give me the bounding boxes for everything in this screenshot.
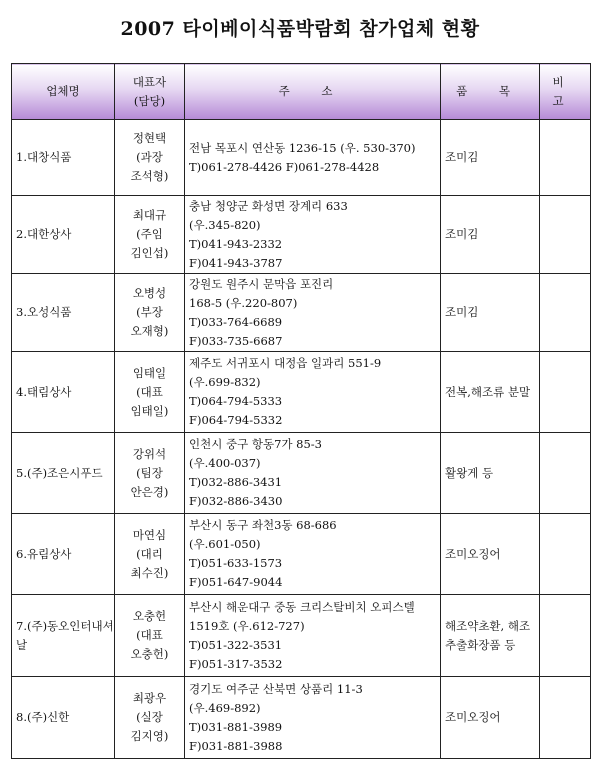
address-line: T)033-764-6689	[189, 314, 283, 329]
product-item: 활왕게 등	[441, 433, 540, 514]
address-line: 제주도 서귀포시 대정읍 일과리 551-9	[189, 356, 382, 370]
table-row	[12, 433, 591, 514]
address-line: (우.601-050)	[189, 537, 261, 551]
address-line: (우.699-832)	[189, 375, 261, 389]
representative-line: 김지영)	[130, 729, 169, 743]
address	[185, 433, 441, 514]
header-rep-line1: 대표자	[132, 74, 167, 89]
address-line: (우.400-037)	[189, 456, 261, 470]
address-line: 전남 목포시 연산동 1236-15 (우. 530-370)	[189, 140, 416, 155]
company-name: 2.대한상사	[12, 196, 115, 274]
header-representative	[115, 64, 185, 120]
header-item: 품 목	[441, 64, 540, 120]
address-line: 경기도 여주군 산북면 상품리 11-3	[189, 681, 363, 696]
product-item: 전복,해조류 분말	[441, 352, 540, 433]
company-name: 7.(주)동오인터내셔날	[12, 595, 115, 677]
address-line: 강원도 원주시 문막읍 포진리	[189, 276, 334, 291]
address-line: T)064-794-5333	[189, 394, 283, 408]
representative-line: 최수진)	[130, 565, 169, 580]
address-line: (우.469-892)	[189, 700, 261, 715]
address	[185, 274, 441, 352]
representative-line: 오충헌	[132, 609, 167, 623]
address	[185, 595, 441, 677]
address-line: F)064-794-5332	[189, 413, 283, 427]
header-note: 비 고	[540, 64, 591, 120]
representative	[115, 274, 185, 352]
representative-line: 최대규	[132, 208, 167, 222]
page-title: 2007 타이베이식품박람회 참가업체 현황	[120, 18, 480, 40]
product-item: 해조약초환, 해조추출화장품 등	[441, 595, 540, 677]
representative	[115, 120, 185, 196]
representative	[115, 196, 185, 274]
exhibitor-table	[11, 63, 591, 759]
table-row	[12, 274, 591, 352]
product-item: 조미김	[441, 274, 540, 352]
representative-line: (대리	[136, 546, 163, 561]
address-line: 1519호 (우.612-727)	[189, 618, 305, 633]
table-row	[12, 196, 591, 274]
address-line: F)051-317-3532	[189, 656, 283, 671]
table-row	[12, 514, 591, 595]
representative-line: 조석형)	[130, 169, 169, 183]
representative-line: (대표	[136, 384, 163, 399]
address-line: F)033-735-6687	[189, 333, 283, 348]
company-name: 5.(주)조은시푸드	[12, 433, 115, 514]
header-row	[12, 64, 591, 120]
representative	[115, 514, 185, 595]
note	[540, 352, 591, 433]
address-line: (우.345-820)	[189, 217, 261, 232]
table-row	[12, 677, 591, 759]
table-row	[12, 120, 591, 196]
product-item: 조미김	[441, 120, 540, 196]
representative-line: (팀장	[136, 465, 163, 480]
address	[185, 677, 441, 759]
note	[540, 433, 591, 514]
address-line: 168-5 (우.220-807)	[189, 295, 298, 310]
address	[185, 120, 441, 196]
address-line: F)051-647-9044	[189, 575, 283, 589]
note	[540, 514, 591, 595]
representative	[115, 433, 185, 514]
address-line: T)051-633-1573	[189, 556, 283, 570]
representative	[115, 352, 185, 433]
address-line: 인천시 중구 항동7가 85-3	[189, 437, 322, 451]
address-line: T)032-886-3431	[189, 475, 283, 489]
note	[540, 677, 591, 759]
address-line: T)041-943-2332	[189, 236, 283, 251]
representative-line: 임태일	[132, 365, 167, 380]
representative	[115, 677, 185, 759]
company-name: 1.대창식품	[12, 120, 115, 196]
header-rep-line2: (담당)	[133, 93, 166, 108]
header-company: 업체명	[12, 64, 115, 120]
product-item: 조미오징어	[441, 514, 540, 595]
representative	[115, 595, 185, 677]
address	[185, 514, 441, 595]
representative-line: (과장	[136, 150, 163, 164]
representative-line: 마연심	[132, 527, 167, 542]
note	[540, 120, 591, 196]
representative-line: 오병성	[132, 286, 167, 300]
address-line: F)031-881-3988	[189, 738, 283, 753]
address-line: T)051-322-3531	[189, 637, 283, 652]
representative-line: 임태일)	[130, 403, 169, 418]
address-line: 충남 청양군 화성면 장계리 633	[189, 198, 348, 213]
representative-line: 오충헌)	[130, 647, 169, 661]
product-item: 조미오징어	[441, 677, 540, 759]
address-line: 부산시 동구 좌천3동 68-686	[189, 518, 337, 532]
company-name: 3.오성식품	[12, 274, 115, 352]
product-item: 조미김	[441, 196, 540, 274]
representative-line: 강위석	[132, 446, 167, 461]
note	[540, 595, 591, 677]
representative-line: 정현택	[132, 131, 167, 145]
address-line: F)041-943-3787	[189, 255, 283, 270]
representative-line: 최광우	[132, 691, 167, 705]
note	[540, 274, 591, 352]
table-row	[12, 595, 591, 677]
table-row	[12, 352, 591, 433]
representative-line: 김인섭)	[130, 246, 169, 260]
company-name: 6.유림상사	[12, 514, 115, 595]
representative-line: (부장	[136, 305, 163, 319]
representative-line: (주임	[136, 227, 163, 241]
representative-line: 오재형)	[130, 324, 169, 338]
note	[540, 196, 591, 274]
address-line: T)031-881-3989	[189, 719, 283, 734]
company-name: 4.태림상사	[12, 352, 115, 433]
representative-line: (실장	[136, 710, 163, 724]
address-line: T)061-278-4426 F)061-278-4428	[189, 159, 380, 174]
address	[185, 352, 441, 433]
representative-line: (대표	[136, 628, 163, 642]
address	[185, 196, 441, 274]
representative-line: 안은경)	[130, 484, 169, 499]
address-line: 부산시 해운대구 중동 크리스탈비치 오피스텔	[189, 599, 415, 614]
header-address: 주 소	[185, 64, 441, 120]
address-line: F)032-886-3430	[189, 494, 283, 508]
company-name: 8.(주)신한	[12, 677, 115, 759]
